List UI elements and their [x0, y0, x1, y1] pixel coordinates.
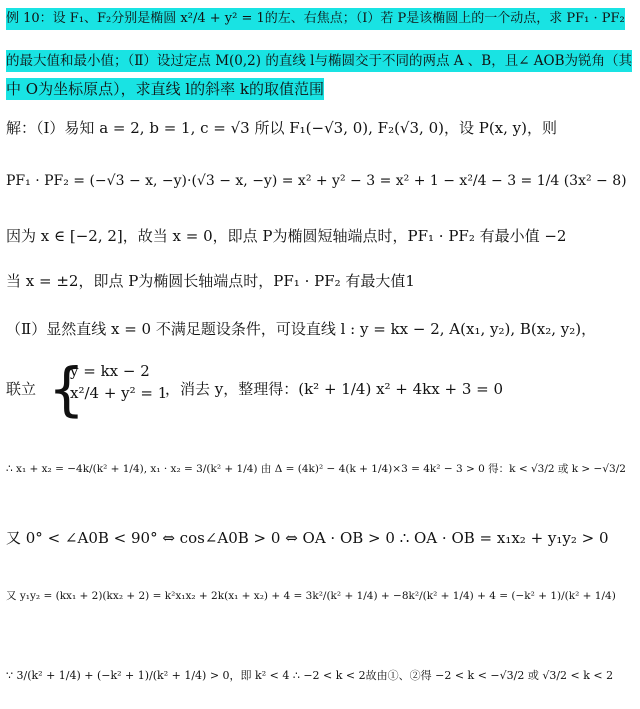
solution-line-7: ∴ x₁ + x₂ = −4k/(k² + 1/4), x₁ · x₂ = 3/(k² + 1/4) 由 Δ = (4k)² − 4(k + 1/4)×3 = 4k² − 3 > 0 得：k < √3/2 或 k > −√3/2	[6, 463, 626, 475]
system-eq-2: x²/4 + y² = 1	[70, 384, 168, 402]
problem-line-3: 中 O为坐标原点），求直线 l的斜率 k的取值范围	[6, 80, 324, 98]
problem-line-1: 例 10：设 F₁、F₂分别是椭圆 x²/4 + y² = 1的左、右焦点；（Ⅰ）若 P是该椭圆上的一个动点，求 PF₁ · PF₂	[6, 8, 625, 30]
system-label: 联立	[6, 380, 37, 398]
system-conclusion: ，消去 y，整理得：(k² + 1/4) x² + 4kx + 3 = 0	[165, 380, 504, 398]
solution-line-2: PF₁ · PF₂ = (−√3 − x, −y)·(√3 − x, −y) = x² + y² − 3 = x² + 1 − x²/4 − 3 = 1/4 (3x² − 8)	[6, 173, 627, 189]
system-eq-1: y = kx − 2	[70, 362, 150, 380]
solution-line-10: ∵ 3/(k² + 1/4) + (−k² + 1)/(k² + 1/4) > 0，即 k² < 4 ∴ −2 < k < 2故由①、②得 −2 < k < −√3/2 或 √3/2 < k < 2	[6, 669, 614, 682]
solution-line-5: （Ⅱ）显然直线 x = 0 不满足题设条件，可设直线 l : y = kx − 2, A(x₁, y₂), B(x₂, y₂)，	[6, 320, 597, 338]
solution-line-9: 又 y₁y₂ = (kx₁ + 2)(kx₂ + 2) = k²x₁x₂ + 2k(x₁ + x₂) + 4 = 3k²/(k² + 1/4) + −8k²/(k² + 1/4) + 4 = (−k² + 1)/(k² + 1/4)	[6, 590, 616, 602]
equation-system	[70, 360, 167, 404]
solution-line-3: 因为 x ∈ [−2, 2]，故当 x = 0，即点 P为椭圆短轴端点时，PF₁ · PF₂ 有最小值 −2	[6, 227, 567, 245]
system-brace: {	[48, 355, 85, 423]
solution-line-1: 解：（Ⅰ）易知 a = 2, b = 1, c = √3 所以 F₁(−√3, 0), F₂(√3, 0)，设 P(x, y)，则	[6, 119, 558, 137]
solution-line-8: 又 0° < ∠A0B < 90° ⇔ cos∠A0B > 0 ⇔ OA · OB > 0 ∴ OA · OB = x₁x₂ + y₁y₂ > 0	[6, 529, 609, 547]
solution-line-4: 当 x = ±2，即点 P为椭圆长轴端点时，PF₁ · PF₂ 有最大值1	[6, 272, 415, 290]
problem-line-2: 的最大值和最小值；（Ⅱ）设过定点 M(0,2) 的直线 l与椭圆交于不同的两点 A 、B，且∠ AOB为锐角（其	[6, 50, 632, 72]
